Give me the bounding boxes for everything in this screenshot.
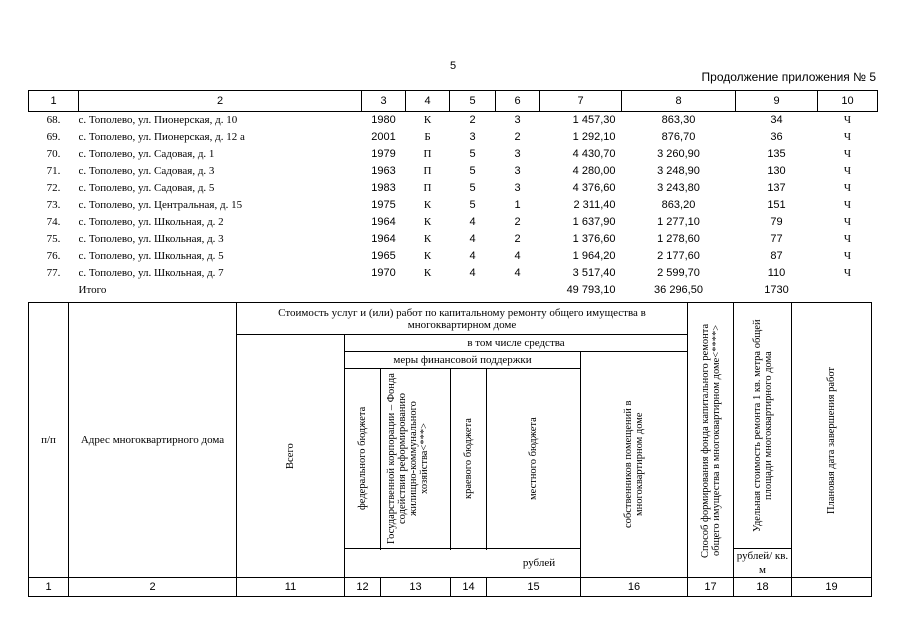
total-ppl: 1730	[764, 284, 789, 296]
cell-liv: 1 278,60	[657, 233, 700, 245]
cell-floors: 5	[469, 199, 476, 211]
cell-ent: 3	[514, 182, 521, 194]
table-row	[29, 231, 878, 248]
cell-ppl: 34	[770, 114, 783, 126]
cell-area: 4 430,70	[572, 148, 616, 160]
colnum-cell: 14	[451, 578, 487, 597]
cell-area: 4 376,60	[572, 182, 616, 194]
empty-cell	[362, 282, 406, 299]
cell-year: 1964	[371, 216, 396, 228]
cell-ent: 2	[514, 131, 521, 143]
header-cell: 8	[622, 91, 736, 112]
cell-ent: 1	[514, 199, 521, 211]
including-header: в том числе средства	[345, 335, 688, 352]
cell-ppl: 77	[770, 233, 783, 245]
cell-year: 1980	[371, 114, 396, 126]
empty-cell	[406, 282, 450, 299]
cell-ppl: 79	[770, 216, 783, 228]
cell-floors: 4	[469, 216, 476, 228]
cell-addr: с. Тополево, ул. Школьная, д. 5	[78, 250, 224, 262]
cell-floors: 3	[469, 131, 476, 143]
cell-mat: К	[423, 199, 432, 211]
column-numbers-row	[29, 578, 872, 597]
cell-liv: 3 248,90	[657, 165, 700, 177]
cell-ch: Ч	[843, 199, 852, 211]
cell-liv: 3 243,80	[657, 182, 700, 194]
colnum-cell: 16	[581, 578, 688, 597]
cell-n: 75.	[46, 233, 61, 245]
cell-ch: Ч	[843, 233, 852, 245]
colnum-cell: 12	[345, 578, 381, 597]
cell-floors: 5	[469, 182, 476, 194]
colnum-cell: 17	[688, 578, 734, 597]
cell-addr: с. Тополево, ул. Пионерская, д. 10	[78, 114, 238, 126]
cell-addr: с. Тополево, ул. Пионерская, д. 12 а	[78, 131, 245, 143]
cell-year: 1979	[371, 148, 396, 160]
col-planned-date: Плановая дата завершения работ	[792, 303, 872, 578]
cell-ppl: 135	[767, 148, 786, 160]
cell-area: 1 376,60	[572, 233, 616, 245]
cell-ent: 4	[514, 267, 521, 279]
col-total: Всего	[237, 335, 345, 578]
table-row	[29, 265, 878, 282]
cell-mat: К	[423, 216, 432, 228]
header-cell: 10	[818, 91, 878, 112]
cell-mat: К	[423, 267, 432, 279]
cell-ppl: 151	[767, 199, 786, 211]
cell-floors: 4	[469, 233, 476, 245]
col-regional: краевого бюджета	[451, 369, 487, 549]
cell-addr: с. Тополево, ул. Центральная, д. 15	[78, 199, 243, 211]
cell-liv: 2 599,70	[657, 267, 700, 279]
col-unit-cost: Удельная стоимость ремонта 1 кв. метра общей площади многоквартирного дома	[734, 303, 792, 549]
cell-liv: 863,20	[661, 199, 696, 211]
table-row	[29, 214, 878, 231]
cell-year: 1963	[371, 165, 396, 177]
cell-ppl: 137	[767, 182, 786, 194]
header-cell: 6	[496, 91, 540, 112]
cell-mat: К	[423, 250, 432, 262]
table-header-row	[29, 91, 878, 112]
total-area: 49 793,10	[566, 284, 616, 296]
total-label: Итого	[78, 284, 107, 296]
cell-ch: Ч	[843, 216, 852, 228]
colnum-cell: 13	[381, 578, 451, 597]
colnum-cell: 1	[29, 578, 69, 597]
table-row	[29, 129, 878, 146]
cell-addr: с. Тополево, ул. Садовая, д. 5	[78, 182, 215, 194]
cell-ch: Ч	[843, 131, 852, 143]
cell-floors: 5	[469, 148, 476, 160]
cell-mat: К	[423, 114, 432, 126]
cell-area: 1 637,90	[572, 216, 616, 228]
cell-addr: с. Тополево, ул. Школьная, д. 3	[78, 233, 224, 245]
header-cell: 9	[736, 91, 818, 112]
cell-ppl: 110	[767, 267, 786, 279]
header-cell: 1	[29, 91, 79, 112]
colnum-cell: 11	[237, 578, 345, 597]
cell-year: 1964	[371, 233, 396, 245]
cell-ent: 3	[514, 165, 521, 177]
table-row	[29, 112, 878, 130]
cell-ch: Ч	[843, 250, 852, 262]
cell-mat: К	[423, 233, 432, 245]
col-local: местного бюджета	[487, 369, 581, 549]
unit-rub-sqm: рублей/ кв. м	[734, 549, 792, 578]
table-row	[29, 163, 878, 180]
page-number: 5	[449, 60, 457, 72]
cell-year: 1965	[371, 250, 396, 262]
cell-area: 1 964,20	[572, 250, 616, 262]
col-owners: собственников помещений в многоквартирном доме	[581, 352, 688, 578]
col-address: Адрес многоквартирного дома	[69, 303, 237, 578]
cell-ch: Ч	[843, 114, 852, 126]
cell-mat: Б	[424, 131, 431, 143]
cell-year: 1983	[371, 182, 396, 194]
unit-rub: рублей	[345, 549, 734, 578]
cell-floors: 4	[469, 250, 476, 262]
cell-liv: 1 277,10	[657, 216, 700, 228]
colnum-cell: 18	[734, 578, 792, 597]
total-row	[29, 282, 878, 299]
cell-ch: Ч	[843, 267, 852, 279]
cell-addr: с. Тополево, ул. Школьная, д. 7	[78, 267, 224, 279]
support-header: меры финансовой поддержки	[345, 352, 581, 369]
cell-n: 73.	[46, 199, 61, 211]
cell-n: 77.	[46, 267, 61, 279]
cell-year: 2001	[371, 131, 396, 143]
table-row	[29, 180, 878, 197]
cell-area: 2 311,40	[573, 199, 616, 211]
cell-n: 68.	[46, 114, 61, 126]
cell-addr: с. Тополево, ул. Садовая, д. 3	[78, 165, 215, 177]
table-row	[29, 248, 878, 265]
cell-liv: 863,30	[661, 114, 696, 126]
cell-n: 70.	[46, 148, 61, 160]
cell-ent: 3	[514, 148, 521, 160]
empty-cell	[29, 282, 79, 299]
cost-header: Стоимость услуг и (или) работ по капитальному ремонту общего имущества в многоквартирном доме	[237, 303, 688, 335]
cell-liv: 3 260,90	[657, 148, 700, 160]
cell-ch: Ч	[843, 148, 852, 160]
header-cell: 2	[79, 91, 362, 112]
cell-area: 4 280,00	[572, 165, 616, 177]
cell-area: 3 517,40	[572, 267, 616, 279]
cell-ent: 3	[514, 114, 521, 126]
cell-n: 76.	[46, 250, 61, 262]
table-row	[29, 197, 878, 214]
cell-ch: Ч	[843, 182, 852, 194]
cell-liv: 2 177,60	[657, 250, 700, 262]
cell-ent: 4	[514, 250, 521, 262]
cell-mat: П	[423, 165, 432, 177]
cell-ch: Ч	[843, 165, 852, 177]
col-corporation: Государственной корпорации – Фонда содействия реформированию жилищно-коммунального хозяйства<***>	[381, 369, 451, 549]
table-row	[29, 146, 878, 163]
colnum-cell: 2	[69, 578, 237, 597]
col-method: Способ формирования фонда капитального ремонта общего имущества в многоквартирном доме<****>	[688, 303, 734, 578]
colnum-cell: 15	[487, 578, 581, 597]
cell-area: 1 457,30	[572, 114, 616, 126]
cell-addr: с. Тополево, ул. Садовая, д. 1	[78, 148, 215, 160]
cell-ppl: 130	[767, 165, 786, 177]
cell-addr: с. Тополево, ул. Школьная, д. 2	[78, 216, 224, 228]
empty-cell	[818, 282, 878, 299]
col-pp: п/п	[29, 303, 69, 578]
continuation-label: Продолжение приложения № 5	[701, 70, 876, 84]
col-federal: федерального бюджета	[345, 369, 381, 549]
cell-liv: 876,70	[661, 131, 696, 143]
header-cell: 3	[362, 91, 406, 112]
cell-area: 1 292,10	[572, 131, 616, 143]
header-cell: 7	[540, 91, 622, 112]
cell-year: 1970	[371, 267, 396, 279]
cell-year: 1975	[371, 199, 396, 211]
cell-floors: 5	[469, 165, 476, 177]
cell-mat: П	[423, 182, 432, 194]
colnum-cell: 19	[792, 578, 872, 597]
cost-table	[28, 302, 872, 597]
buildings-table	[28, 90, 878, 299]
header-cell: 4	[406, 91, 450, 112]
header-cell: 5	[450, 91, 496, 112]
cell-ppl: 87	[770, 250, 783, 262]
cell-n: 71.	[46, 165, 61, 177]
cell-n: 72.	[46, 182, 61, 194]
cell-ent: 2	[514, 216, 521, 228]
cell-n: 69.	[46, 131, 61, 143]
cell-ppl: 36	[770, 131, 783, 143]
cell-ent: 2	[514, 233, 521, 245]
empty-cell	[496, 282, 540, 299]
cell-floors: 2	[469, 114, 476, 126]
cell-floors: 4	[469, 267, 476, 279]
empty-cell	[450, 282, 496, 299]
cell-mat: П	[423, 148, 432, 160]
cell-n: 74.	[46, 216, 61, 228]
total-liv: 36 296,50	[654, 284, 703, 296]
